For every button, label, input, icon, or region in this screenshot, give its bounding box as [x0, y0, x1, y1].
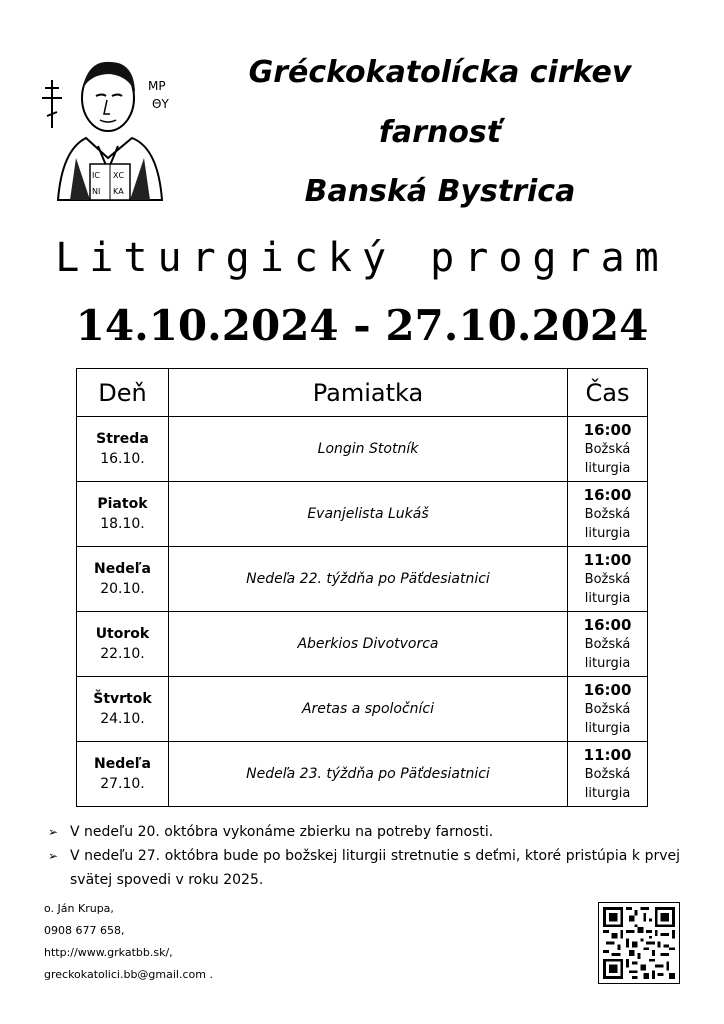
service-time: 11:00 [583, 746, 632, 764]
contact-website[interactable]: http://www.grkatbb.sk/, [44, 946, 173, 959]
day-date: 22.10. [100, 646, 145, 662]
service-type: Božská [584, 507, 631, 522]
service-type: Božská [584, 637, 631, 652]
service-type: liturgia [584, 786, 631, 801]
service-type: Božská [584, 702, 631, 717]
day-cell [77, 482, 169, 547]
time-cell [568, 547, 648, 612]
feast-cell: Aberkios Divotvorca [168, 612, 567, 677]
date-range: 14.10.2024 - 27.10.2024 [75, 301, 649, 350]
time-cell [568, 417, 648, 482]
table-row [77, 547, 648, 612]
parish-label: farnosť [378, 115, 502, 150]
service-time: 16:00 [583, 681, 632, 699]
contact-info [44, 898, 213, 986]
arrow-bullet-icon: ➢ [48, 849, 59, 863]
day-cell [77, 547, 169, 612]
day-date: 24.10. [100, 711, 145, 727]
announcement-text: V nedeľu 27. októbra bude po božskej liturgii stretnutie s deťmi, ktoré pristúpia k prvej svätej spovedi v roku 2025. [70, 848, 680, 888]
day-cell [77, 417, 169, 482]
portrait-text-ni: ΝΙ [92, 187, 101, 196]
portrait-text-mr: ΜΡ [148, 79, 166, 93]
contact-email[interactable]: greckokatolici.bb@gmail.com . [44, 968, 213, 981]
day-name: Nedeľa [94, 756, 151, 772]
portrait-text-ka: ΚΑ [113, 187, 124, 196]
portrait-text-ic: ΙС [92, 171, 100, 180]
table-row [77, 742, 648, 807]
day-date: 27.10. [100, 776, 145, 792]
day-name: Utorok [95, 626, 150, 642]
service-type: liturgia [584, 591, 631, 606]
service-type: liturgia [584, 721, 631, 736]
arrow-bullet-icon: ➢ [48, 825, 59, 839]
feast-cell: Aretas a spoločníci [168, 677, 567, 742]
time-cell [568, 742, 648, 807]
service-type: liturgia [584, 526, 631, 541]
service-time: 16:00 [583, 486, 632, 504]
time-cell [568, 612, 648, 677]
liturgy-schedule-table [76, 368, 648, 807]
service-type: Božská [584, 767, 631, 782]
feast-cell: Nedeľa 22. týždňa po Päťdesiatnici [168, 547, 567, 612]
service-type: Božská [584, 572, 631, 587]
feast-cell: Evanjelista Lukáš [168, 482, 567, 547]
announcement-text: V nedeľu 20. októbra vykonáme zbierku na potreby farnosti. [70, 824, 494, 840]
day-date: 18.10. [100, 516, 145, 532]
table-row [77, 612, 648, 677]
contact-phone: 0908 677 658, [44, 924, 125, 937]
feast-cell: Nedeľa 23. týždňa po Päťdesiatnici [168, 742, 567, 807]
announcement-item [48, 844, 680, 892]
day-name: Streda [96, 431, 149, 447]
table-row [77, 677, 648, 742]
header-feast: Pamiatka [168, 369, 567, 417]
page-title: Liturgický program [55, 235, 669, 281]
portrait-text-xc: ХС [113, 171, 125, 180]
day-cell [77, 742, 169, 807]
day-date: 20.10. [100, 581, 145, 597]
day-name: Piatok [97, 496, 148, 512]
service-time: 11:00 [583, 551, 632, 569]
day-name: Nedeľa [94, 561, 151, 577]
day-cell [77, 612, 169, 677]
day-date: 16.10. [100, 451, 145, 467]
service-type: Božská [584, 442, 631, 457]
saint-portrait-icon [40, 50, 190, 210]
announcement-item [48, 820, 680, 844]
service-type: liturgia [584, 656, 631, 671]
time-cell [568, 677, 648, 742]
announcements [48, 820, 680, 892]
contact-name: o. Ján Krupa, [44, 902, 114, 915]
day-cell [77, 677, 169, 742]
service-type: liturgia [584, 461, 631, 476]
time-cell [568, 482, 648, 547]
feast-cell: Longin Stotník [168, 417, 567, 482]
service-time: 16:00 [583, 421, 632, 439]
table-row [77, 482, 648, 547]
table-header-row [77, 369, 648, 417]
header-day: Deň [77, 369, 169, 417]
header-time: Čas [568, 369, 648, 417]
table-row [77, 417, 648, 482]
service-time: 16:00 [583, 616, 632, 634]
portrait-text-thy: ΘΥ [152, 97, 169, 111]
qr-code-icon[interactable] [598, 902, 680, 984]
day-name: Štvrtok [93, 691, 152, 707]
city-name: Banská Bystrica [304, 174, 576, 209]
church-name: Gréckokatolícka cirkev [248, 55, 632, 90]
